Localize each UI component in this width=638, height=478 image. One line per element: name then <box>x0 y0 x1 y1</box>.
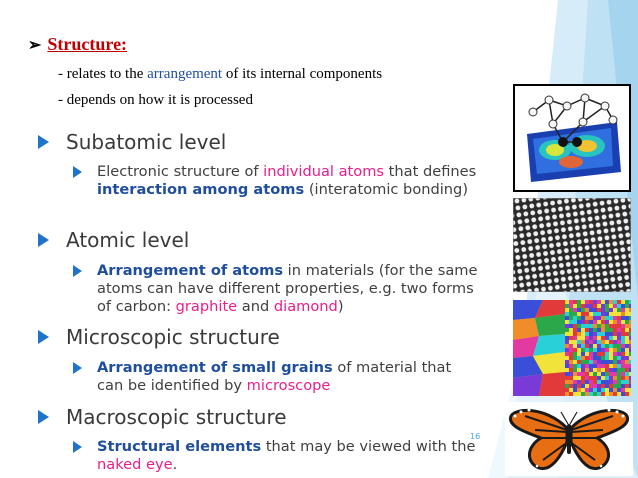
atomic-lattice-image <box>513 198 631 292</box>
butterfly-image <box>505 402 633 476</box>
triangle-bullet-icon <box>38 135 49 149</box>
level-atomic: Atomic level <box>38 228 189 252</box>
triangle-bullet-icon <box>38 330 49 344</box>
level-subatomic-detail: Electronic structure of individual atoms that defines interaction among atoms (interatomic bonding) <box>73 163 478 199</box>
triangle-bullet-icon <box>73 362 82 374</box>
level-microscopic-detail: Arrangement of small grains of material that can be identified by microscope <box>73 359 478 395</box>
triangle-bullet-icon <box>73 441 82 453</box>
structure-heading: ➢ Structure: <box>28 34 128 54</box>
triangle-bullet-icon <box>38 233 49 247</box>
arrow-bullet-icon: ➢ <box>28 37 42 54</box>
level-macroscopic: Macroscopic structure <box>38 405 287 429</box>
level-atomic-detail: Arrangement of atoms in materials (for the same atoms can have different properties, e.g. two forms of carbon: graphite and diamond) <box>73 262 478 316</box>
level-subatomic: Subatomic level <box>38 130 226 154</box>
level-microscopic: Microscopic structure <box>38 325 280 349</box>
triangle-bullet-icon <box>73 166 82 178</box>
triangle-bullet-icon <box>38 410 49 424</box>
structure-line-1: - relates to the arrangement of its internal components <box>58 66 383 82</box>
level-macroscopic-detail: Structural elements that may be viewed with the naked eye. <box>73 438 478 474</box>
microscopic-grains-image <box>513 300 631 396</box>
structure-line-2: - depends on how it is processed <box>58 92 253 108</box>
page-number: 16 <box>470 432 481 441</box>
electron-density-image <box>513 84 631 192</box>
triangle-bullet-icon <box>73 265 82 277</box>
